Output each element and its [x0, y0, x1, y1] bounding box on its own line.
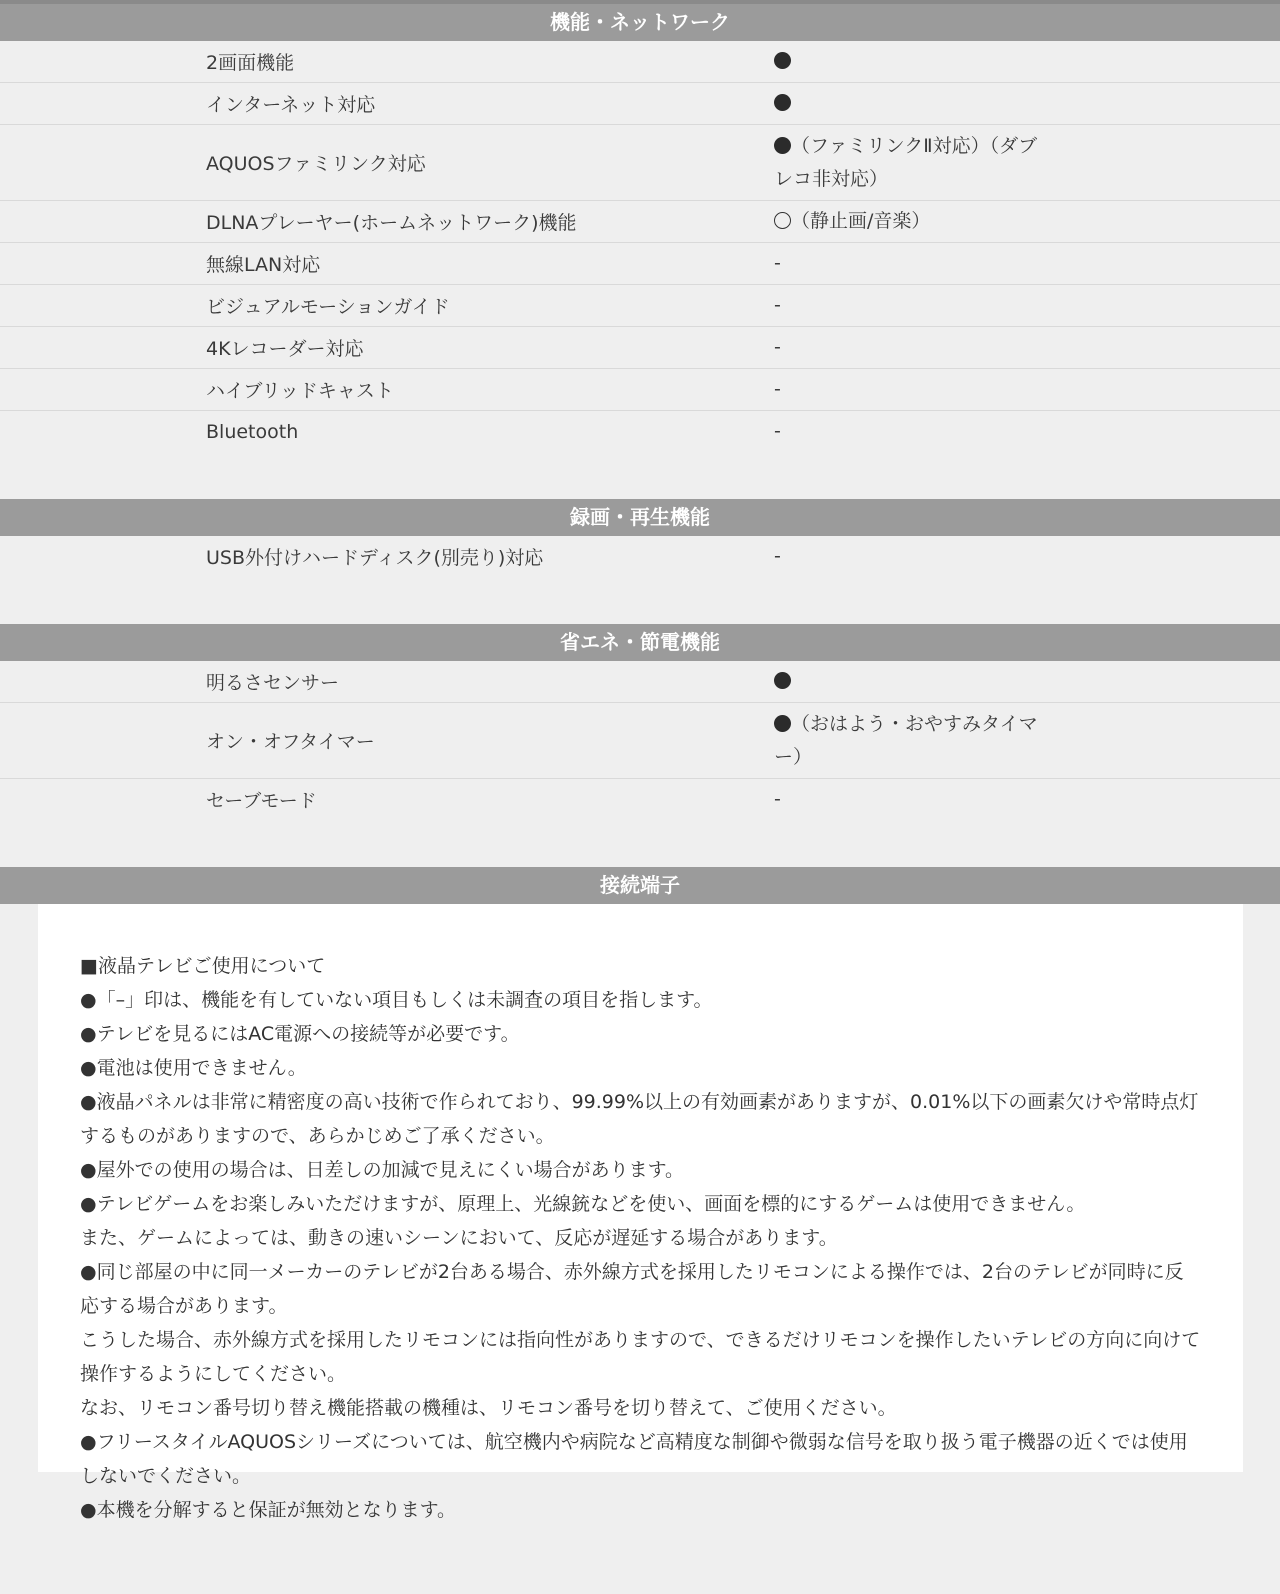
spec-label: ハイブリッドキャスト	[206, 380, 394, 402]
spec-value-text-cont: ー）	[774, 745, 813, 768]
spec-value-text-cont: レコ非対応）	[774, 167, 889, 190]
spec-value: -	[774, 420, 781, 442]
spec-row	[0, 41, 1280, 83]
filled-circle-icon	[774, 672, 791, 689]
notes-panel	[38, 904, 1243, 1521]
note-line: ●テレビを見るにはAC電源への接続等が必要です。	[80, 1023, 520, 1045]
spec-value: -	[774, 294, 781, 316]
spec-label: DLNAプレーヤー(ホームネットワーク)機能	[206, 212, 577, 234]
spec-value	[774, 205, 1074, 238]
spec-label: 2画面機能	[206, 52, 295, 74]
open-circle-icon	[774, 212, 791, 229]
note-line: ●屋外での使用の場合は、日差しの加減で見えにくい場合があります。	[80, 1159, 685, 1181]
spec-row	[0, 536, 1280, 577]
spec-row	[0, 125, 1280, 201]
section-spacer	[0, 820, 1280, 867]
spec-value: -	[774, 378, 781, 400]
note-line: ●本機を分解すると保証が無効となります。	[80, 1499, 457, 1521]
note-line: ●テレビゲームをお楽しみいただけますが、原理上、光線銃などを使い、画面を標的にするゲームは使用できません。	[80, 1193, 1086, 1215]
note-line: なお、リモコン番号切り替え機能搭載の機種は、リモコン番号を切り替えて、ご使用ください。	[80, 1397, 897, 1419]
note-line: こうした場合、赤外線方式を採用したリモコンには指向性がありますので、できるだけリモコンを操作したいテレビの方向に向けて操作するようにしてください。	[80, 1329, 1201, 1385]
filled-circle-icon	[774, 52, 791, 69]
spec-value: -	[774, 336, 781, 358]
spec-row	[0, 703, 1280, 779]
spec-value: -	[774, 788, 781, 810]
section-header-connection-terminals: 接続端子	[0, 867, 1280, 904]
spec-row	[0, 411, 1280, 452]
note-line: ■液晶テレビご使用について	[80, 955, 326, 977]
spec-label: 4Kレコーダー対応	[206, 338, 364, 360]
section-header-features-network: 機能・ネットワーク	[0, 0, 1280, 41]
note-line: ●電池は使用できません。	[80, 1057, 307, 1079]
filled-circle-icon	[774, 137, 791, 154]
spec-label: Bluetooth	[206, 420, 299, 443]
spec-label: AQUOSファミリンク対応	[206, 153, 426, 175]
section-spacer	[0, 577, 1280, 624]
spec-value	[774, 45, 1074, 78]
spec-label: セーブモード	[206, 790, 317, 812]
spec-label: USB外付けハードディスク(別売り)対応	[206, 547, 544, 569]
spec-row	[0, 369, 1280, 411]
spec-label: インターネット対応	[206, 94, 376, 116]
section-header-recording: 録画・再生機能	[0, 499, 1280, 536]
spec-row	[0, 243, 1280, 285]
spec-value-text: （ファミリンクⅡ対応）（ダブ	[791, 134, 1038, 157]
spec-value	[774, 87, 1074, 120]
spec-row	[0, 779, 1280, 820]
spec-value	[774, 708, 1074, 774]
note-line: ●フリースタイルAQUOSシリーズについては、航空機内や病院など高精度な制御や微弱な信号を取り扱う電子機器の近くでは使用しないでください。	[80, 1431, 1188, 1487]
spec-value: -	[774, 252, 781, 274]
note-line: ●液晶パネルは非常に精密度の高い技術で作られており、99.99%以上の有効画素がありますが、0.01%以下の画素欠けや常時点灯するものがありますので、あらかじめご了承ください。	[80, 1091, 1199, 1147]
note-line: また、ゲームによっては、動きの速いシーンにおいて、反応が遅延する場合があります。	[80, 1227, 838, 1249]
section-spacer	[0, 452, 1280, 499]
spec-label: 明るさセンサー	[206, 672, 340, 694]
spec-row	[0, 201, 1280, 243]
spec-value	[774, 130, 1074, 196]
spec-value-text: （おはよう・おやすみタイマ	[791, 712, 1038, 735]
spec-value: -	[774, 545, 781, 567]
filled-circle-icon	[774, 94, 791, 111]
filled-circle-icon	[774, 715, 791, 732]
spec-row	[0, 661, 1280, 703]
note-line: ●同じ部屋の中に同一メーカーのテレビが2台ある場合、赤外線方式を採用したリモコンによる操作では、2台のテレビが同時に反応する場合があります。	[80, 1261, 1184, 1317]
spec-value-text: （静止画/音楽）	[791, 210, 931, 232]
spec-row	[0, 83, 1280, 125]
spec-row	[0, 327, 1280, 369]
section-header-energy-saving: 省エネ・節電機能	[0, 624, 1280, 661]
spec-row	[0, 285, 1280, 327]
spec-label: ビジュアルモーションガイド	[206, 296, 450, 318]
spec-label: オン・オフタイマー	[206, 731, 375, 753]
spec-value	[774, 665, 1074, 698]
note-line: ●「–」印は、機能を有していない項目もしくは未調査の項目を指します。	[80, 989, 713, 1011]
spec-label: 無線LAN対応	[206, 254, 321, 276]
